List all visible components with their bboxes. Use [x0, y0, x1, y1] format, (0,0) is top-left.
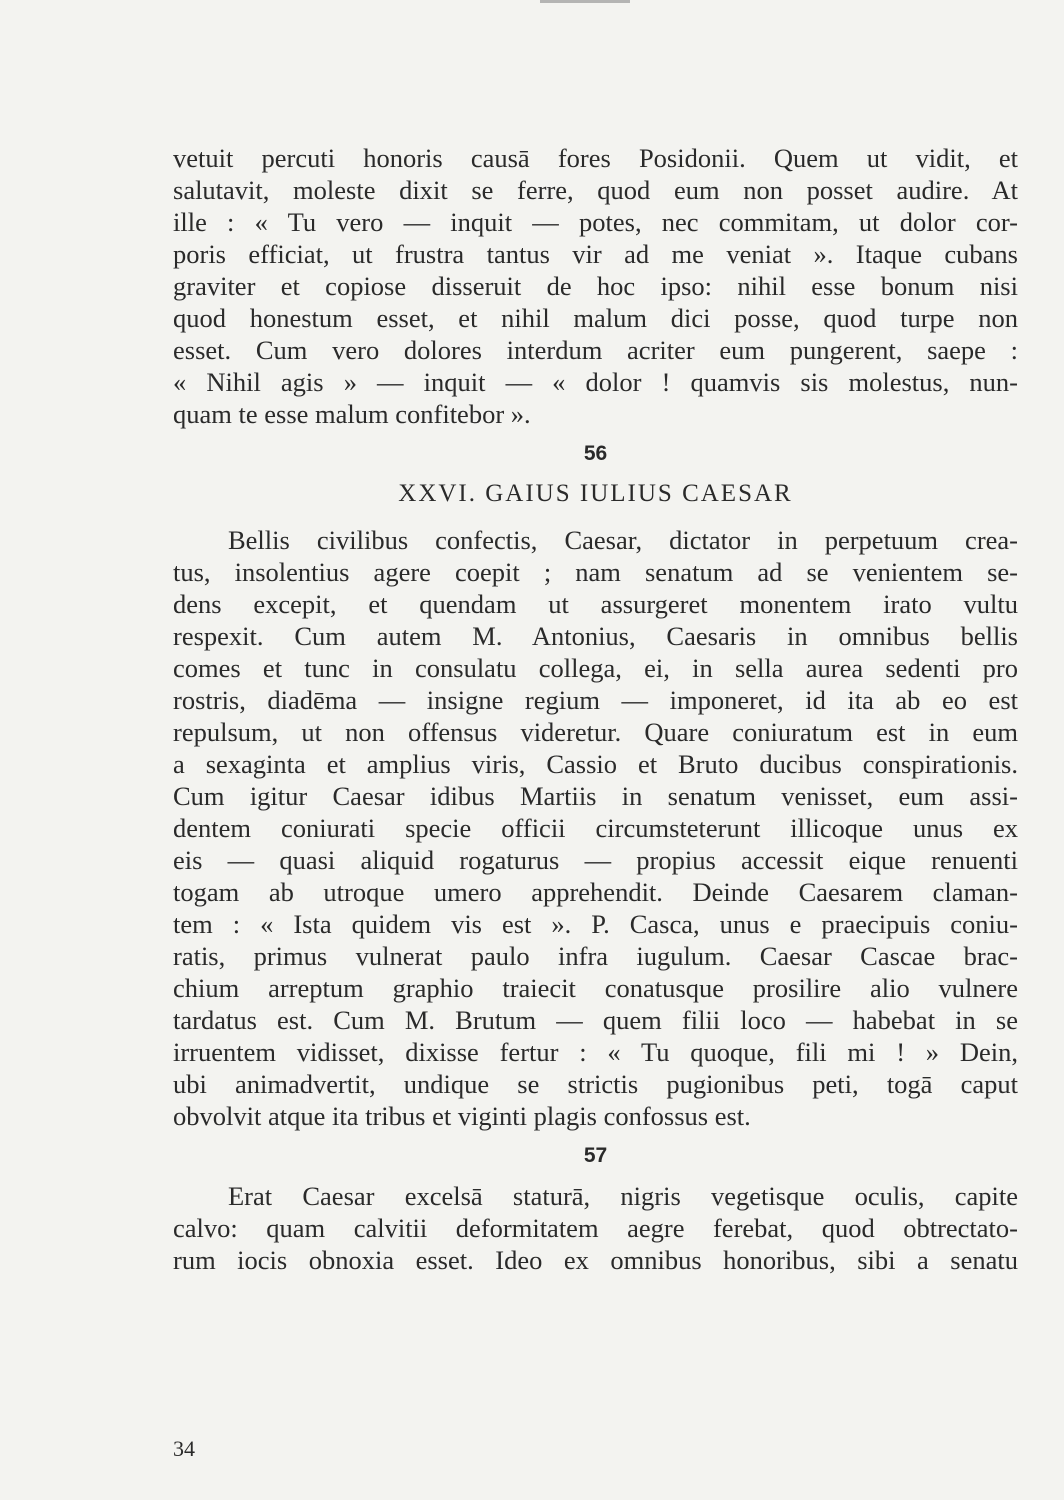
page-number: 34: [173, 1436, 195, 1461]
section-56-body: [173, 524, 1018, 1132]
text-line: graviter et copiose disseruit de hoc ipso: nihil esse bonum nisi: [173, 271, 1018, 301]
text-line: chium arreptum graphio traiecit conatusque prosilire alio vulnere: [173, 973, 1018, 1003]
section-number-57: 57: [583, 1144, 608, 1167]
text-line: ratis, primus vulnerat paulo infra iugulum. Caesar Cascae brac-: [173, 941, 1018, 971]
text-line: obvolvit atque ita tribus et viginti plagis confossus est.: [173, 1101, 751, 1131]
text-line: calvo: quam calvitii deformitatem aegre ferebat, quod obtrectato-: [173, 1213, 1018, 1243]
text-column: [173, 142, 1018, 1276]
text-line: Bellis civilibus confectis, Caesar, dictator in perpetuum crea-: [228, 525, 1018, 555]
text-line: ubi animadvertit, undique se strictis pugionibus peti, togā caput: [173, 1069, 1018, 1099]
text-line: quam te esse malum confitebor ».: [173, 399, 531, 429]
text-line: dens excepit, et quendam ut assurgeret monentem irato vultu: [173, 589, 1018, 619]
section-57-body: [173, 1180, 1018, 1276]
chapter-title: XXVI. GAIUS IULIUS CAESAR: [398, 480, 793, 507]
section-number-56: 56: [583, 442, 608, 465]
text-line: eis — quasi aliquid rogaturus — propius accessit eique renuenti: [173, 845, 1018, 875]
text-line: rostris, diadēma — insigne regium — imponeret, id ita ab eo est: [173, 685, 1018, 715]
text-line: repulsum, ut non offensus videretur. Quare coniuratum est in eum: [173, 717, 1018, 747]
section-55-end: [173, 142, 1018, 430]
text-line: Cum igitur Caesar idibus Martiis in senatum venisset, eum assi-: [173, 781, 1018, 811]
text-line: esset. Cum vero dolores interdum acriter eum pungerent, saepe :: [173, 335, 1018, 365]
text-line: tus, insolentius agere coepit ; nam senatum ad se venientem se-: [173, 557, 1018, 587]
text-line: dentem coniurati specie officii circumsteterunt illicoque unus ex: [173, 813, 1018, 843]
text-line: tem : « Ista quidem vis est ». P. Casca, unus e praecipuis coniu-: [173, 909, 1018, 939]
text-line: vetuit percuti honoris causā fores Posidonii. Quem ut vidit, et: [173, 143, 1018, 173]
text-line: poris efficiat, ut frustra tantus vir ad me veniat ». Itaque cubans: [173, 239, 1018, 269]
text-line: respexit. Cum autem M. Antonius, Caesaris in omnibus bellis: [173, 621, 1018, 651]
text-line: tardatus est. Cum M. Brutum — quem filii loco — habebat in se: [173, 1005, 1018, 1035]
text-line: a sexaginta et amplius viris, Cassio et Bruto ducibus conspirationis.: [173, 749, 1018, 779]
text-line: quod honestum esset, et nihil malum dici posse, quod turpe non: [173, 303, 1018, 333]
top-edge-mark: [540, 0, 630, 3]
text-line: irruentem vidisset, dixisse fertur : « Tu quoque, fili mi ! » Dein,: [173, 1037, 1018, 1067]
text-line: « Nihil agis » — inquit — « dolor ! quamvis sis molestus, nun-: [173, 367, 1018, 397]
text-line: Erat Caesar excelsā staturā, nigris vegetisque oculis, capite: [228, 1181, 1018, 1211]
text-line: togam ab utroque umero apprehendit. Deinde Caesarem claman-: [173, 877, 1018, 907]
text-line: salutavit, moleste dixit se ferre, quod eum non posset audire. At: [173, 175, 1018, 205]
text-line: comes et tunc in consulatu collega, ei, in sella aurea sedenti pro: [173, 653, 1018, 683]
text-line: ille : « Tu vero — inquit — potes, nec commitam, ut dolor cor-: [173, 207, 1018, 237]
text-line: rum iocis obnoxia esset. Ideo ex omnibus honoribus, sibi a senatu: [173, 1245, 1018, 1275]
